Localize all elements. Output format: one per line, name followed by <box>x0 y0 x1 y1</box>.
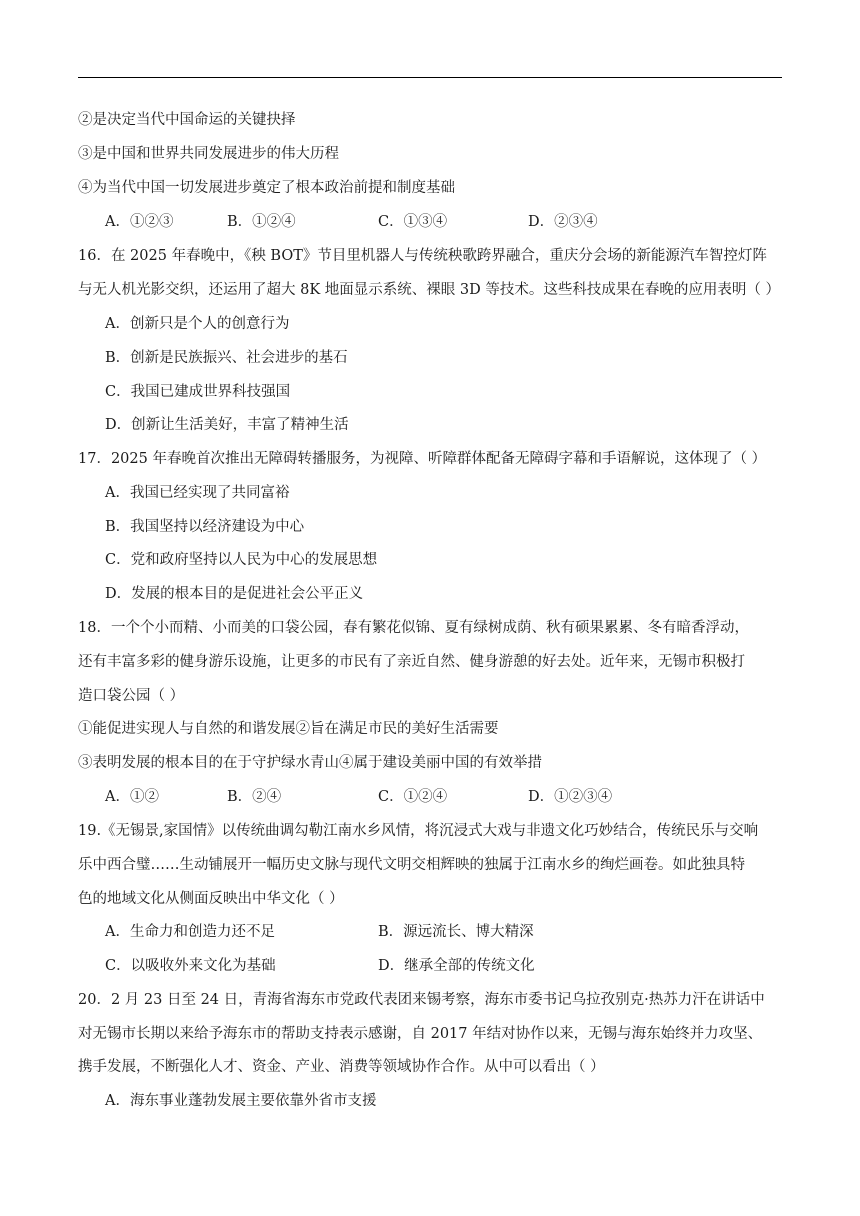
q19-stem-line3: 色的地域文化从侧面反映出中华文化（ ） <box>78 891 344 907</box>
q18-stem-line2: 还有丰富多彩的健身游乐设施，让更多的市民有了亲近自然、健身游憩的好去处。近年来，无锡市积极打 <box>78 654 745 670</box>
q18-option-d: D．①②③④ <box>528 789 613 805</box>
q18-option-c: C．①②④ <box>378 789 448 805</box>
q19-stem-line1: 19.《无锡景,家国情》以传统曲调勾勒江南水乡风情，将沉浸式大戏与非遗文化巧妙结合，传统民乐与交响 <box>78 823 759 839</box>
q20-stem-line2: 对无锡市长期以来给予海东市的帮助支持表示感谢，自 2017 年结对协作以来，无锡与海东始终并力攻坚、 <box>78 1026 763 1042</box>
q17-option-a: A．我国已经实现了共同富裕 <box>105 485 290 501</box>
q16-option-b: B．创新是民族振兴、社会进步的基石 <box>105 350 348 366</box>
q19-option-c: C．以吸收外来文化为基础 <box>105 958 276 974</box>
q17-option-d: D．发展的根本目的是促进社会公平正义 <box>105 586 364 602</box>
q19-option-d: D．继承全部的传统文化 <box>378 958 535 974</box>
q18-statements-3-4: ③表明发展的根本目的在于守护绿水青山④属于建设美丽中国的有效举措 <box>78 755 542 771</box>
prev-option-d: D．②③④ <box>528 214 598 230</box>
q20-stem-line3: 携手发展，不断强化人才、资金、产业、消费等领域协作合作。从中可以看出（ ） <box>78 1059 605 1075</box>
q17-option-b: B．我国坚持以经济建设为中心 <box>105 519 305 535</box>
q16-option-a: A．创新只是个人的创意行为 <box>105 316 290 332</box>
q19-option-b: B．源远流长、博大精深 <box>378 924 534 940</box>
prev-statement-4: ④为当代中国一切发展进步奠定了根本政治前提和制度基础 <box>78 180 455 196</box>
q17-option-c: C．党和政府坚持以人民为中心的发展思想 <box>105 552 378 568</box>
q18-stem-line1: 18．一个个小而精、小而美的口袋公园，春有繁花似锦、夏有绿树成荫、秋有硕果累累、冬有暗香浮动， <box>78 620 749 636</box>
q18-option-b: B．②④ <box>227 789 282 805</box>
q18-stem-line3: 造口袋公园（ ） <box>78 688 185 704</box>
q20-stem-line1: 20．2 月 23 日至 24 日，青海省海东市党政代表团来锡考察，海东市委书记乌拉孜别克·热苏力汗在讲话中 <box>78 992 765 1008</box>
q16-option-c: C．我国已建成世界科技强国 <box>105 384 291 400</box>
prev-statement-2: ②是决定当代中国命运的关键抉择 <box>78 112 296 128</box>
q19-option-a: A．生命力和创造力还不足 <box>105 924 275 940</box>
q16-option-d: D．创新让生活美好，丰富了精神生活 <box>105 417 349 433</box>
q18-statements-1-2: ①能促进实现人与自然的和谐发展②旨在满足市民的美好生活需要 <box>78 721 499 737</box>
q18-option-a: A．①② <box>105 789 159 805</box>
q20-option-a: A．海东事业蓬勃发展主要依靠外省市支援 <box>105 1093 377 1109</box>
prev-option-c: C．①③④ <box>378 214 448 230</box>
q16-stem-line2: 与无人机光影交织，还运用了超大 8K 地面显示系统、裸眼 3D 等技术。这些科技成果在春晚的应用表明（ ） <box>78 282 780 298</box>
q19-stem-line2: 乐中西合璧……生动铺展开一幅历史文脉与现代文明交相辉映的独属于江南水乡的绚烂画卷。如此独具特 <box>78 857 745 873</box>
prev-option-b: B．①②④ <box>227 214 296 230</box>
q16-stem-line1: 16．在 2025 年春晚中，《秧 BOT》节目里机器人与传统秧歌跨界融合，重庆分会场的新能源汽车智控灯阵 <box>78 248 767 264</box>
prev-option-a: A．①②③ <box>105 214 174 230</box>
header-rule <box>78 77 782 78</box>
q17-stem-line1: 17．2025 年春晚首次推出无障碍转播服务，为视障、听障群体配备无障碍字幕和手语解说，这体现了（ ） <box>78 451 767 467</box>
prev-statement-3: ③是中国和世界共同发展进步的伟大历程 <box>78 146 339 162</box>
